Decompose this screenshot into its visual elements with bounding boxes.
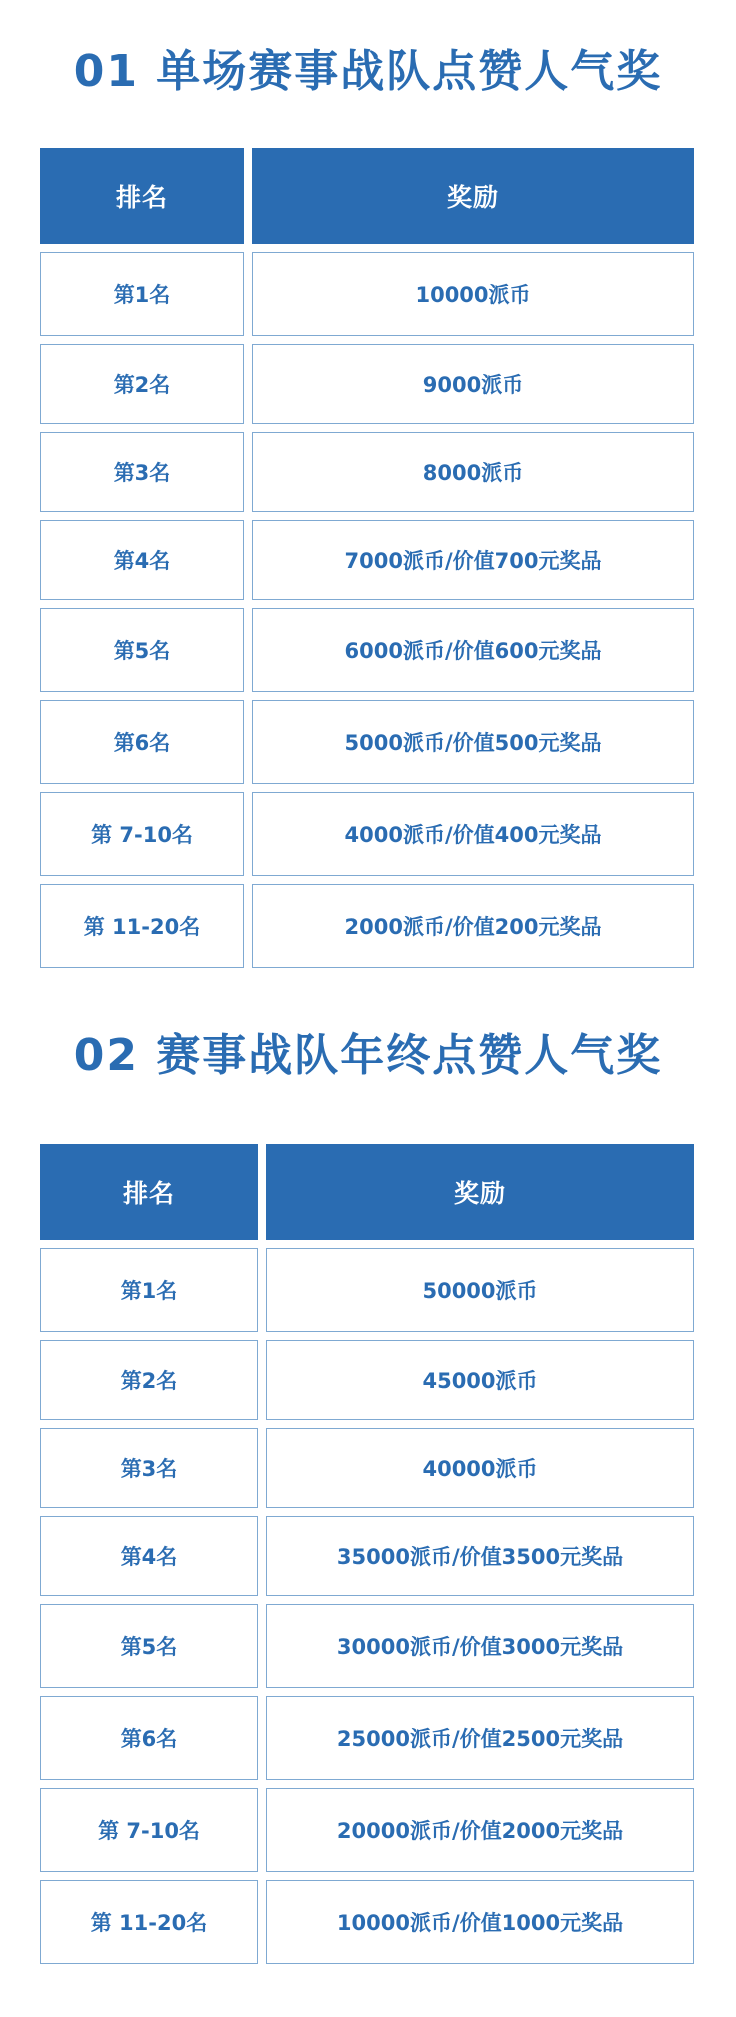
rank-cell: 第6名 [40,1696,258,1780]
rank-cell: 第1名 [40,252,244,336]
reward-cell: 8000派币 [252,432,694,512]
rank-cell: 第4名 [40,1516,258,1596]
reward-cell: 5000派币/价值500元奖品 [252,700,694,784]
reward-cell: 9000派币 [252,344,694,424]
rank-cell: 第3名 [40,1428,258,1508]
rank-cell: 第4名 [40,520,244,600]
reward-cell: 40000派币 [266,1428,694,1508]
header-rank: 排名 [40,1144,258,1240]
reward-cell: 10000派币 [252,252,694,336]
reward-cell: 45000派币 [266,1340,694,1420]
rank-cell: 第2名 [40,1340,258,1420]
header-reward: 奖励 [252,148,694,244]
header-reward: 奖励 [266,1144,694,1240]
rank-cell: 第5名 [40,1604,258,1688]
reward-cell: 35000派币/价值3500元奖品 [266,1516,694,1596]
rank-cell: 第 7-10名 [40,1788,258,1872]
section-title: 01 单场赛事战队点赞人气奖 [73,46,663,97]
reward-cell: 25000派币/价值2500元奖品 [266,1696,694,1780]
rank-cell: 第2名 [40,344,244,424]
rank-cell: 第1名 [40,1248,258,1332]
reward-cell: 30000派币/价值3000元奖品 [266,1604,694,1688]
reward-cell: 10000派币/价值1000元奖品 [266,1880,694,1964]
header-rank: 排名 [40,148,244,244]
rank-cell: 第 11-20名 [40,1880,258,1964]
reward-cell: 2000派币/价值200元奖品 [252,884,694,968]
reward-cell: 6000派币/价值600元奖品 [252,608,694,692]
reward-cell: 50000派币 [266,1248,694,1332]
rank-cell: 第6名 [40,700,244,784]
reward-cell: 4000派币/价值400元奖品 [252,792,694,876]
section-title: 02 赛事战队年终点赞人气奖 [73,1030,663,1081]
reward-cell: 7000派币/价值700元奖品 [252,520,694,600]
rank-cell: 第 11-20名 [40,884,244,968]
reward-cell: 20000派币/价值2000元奖品 [266,1788,694,1872]
rank-cell: 第3名 [40,432,244,512]
rank-cell: 第 7-10名 [40,792,244,876]
rank-cell: 第5名 [40,608,244,692]
